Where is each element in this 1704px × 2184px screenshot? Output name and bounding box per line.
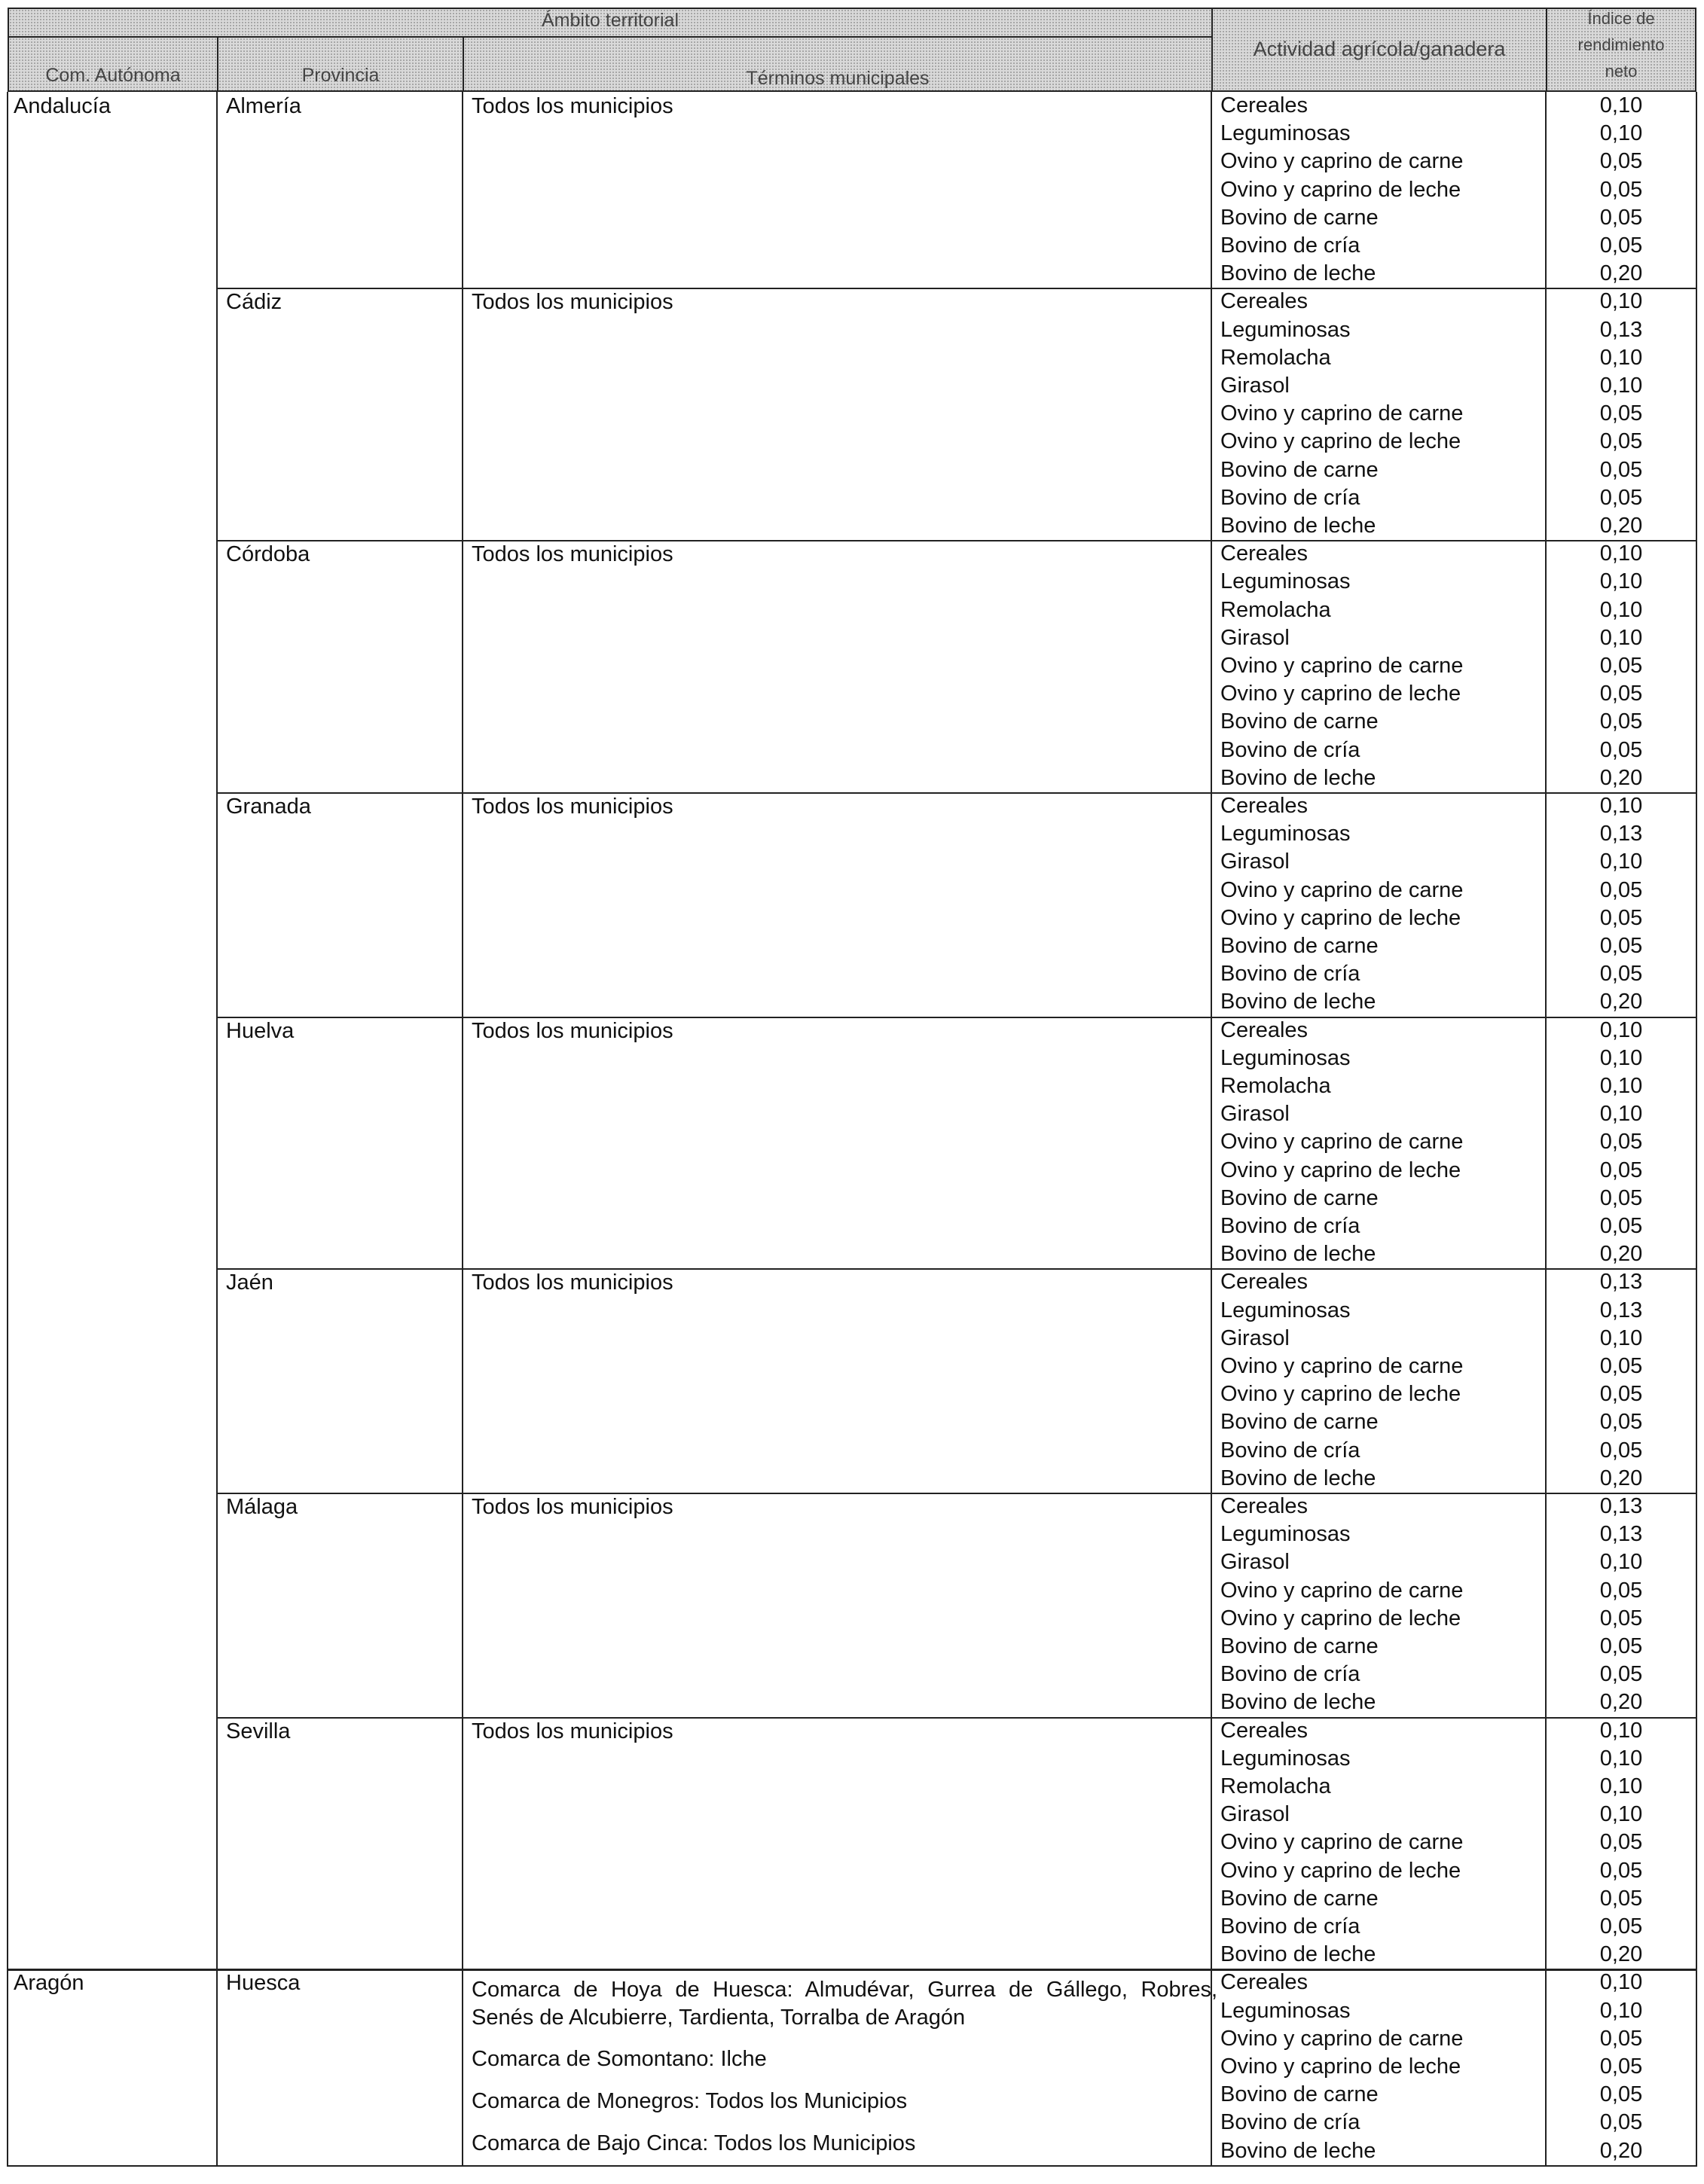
provincia-name: Sevilla [226,1719,291,1743]
actividad-item: Ovino y caprino de carne [1220,401,1464,426]
actividad-item: Ovino y caprino de leche [1220,429,1461,454]
indice-value: 0,05 [1599,485,1643,510]
actividad-item: Cereales [1220,1270,1309,1295]
column-rule [462,92,463,2167]
actividad-item: Ovino y caprino de leche [1220,2054,1461,2079]
actividad-item: Bovino de leche [1220,1942,1376,1967]
actividad-item: Bovino de cría [1220,962,1360,987]
actividad-item: Cereales [1220,1017,1309,1042]
actividad-item: Ovino y caprino de leche [1220,1382,1461,1407]
actividad-item: Girasol [1220,1102,1290,1127]
table-bottom-border [8,2165,1696,2167]
indice-value: 0,13 [1599,1298,1643,1322]
header-provincia-label: Provincia [301,65,380,86]
indice-value: 0,10 [1599,93,1643,117]
actividad-item: Ovino y caprino de carne [1220,654,1464,678]
indice-value: 0,05 [1599,962,1643,987]
indice-value: 0,20 [1599,2138,1643,2163]
indice-value: 0,10 [1599,569,1643,594]
indice-value: 0,10 [1599,1045,1643,1070]
indice-value: 0,05 [1599,1858,1643,1883]
actividad-item: Bovino de cría [1220,1438,1360,1463]
province-divider [217,1717,1696,1719]
indice-value: 0,10 [1599,794,1643,818]
indice-value: 0,05 [1599,1158,1643,1182]
indice-value: 0,20 [1599,765,1643,790]
header-terminos-label: Términos municipales [746,68,930,89]
indice-value: 0,05 [1599,2110,1643,2135]
actividad-item: Bovino de carne [1220,2082,1379,2107]
actividad-item: Bovino de leche [1220,2138,1376,2163]
indice-value: 0,05 [1599,709,1643,734]
com-autonoma-name: Aragón [14,1971,84,1996]
actividad-item: Bovino de leche [1220,765,1376,790]
terminos-municipales: Todos los municipios [472,94,673,118]
province-divider [217,288,1696,289]
actividad-item: Leguminosas [1220,1746,1351,1771]
indice-value: 0,05 [1599,1830,1643,1855]
actividad-item: Ovino y caprino de leche [1220,682,1461,706]
indice-value: 0,10 [1599,1718,1643,1743]
actividad-item: Leguminosas [1220,121,1351,146]
indice-value: 0,20 [1599,1690,1643,1715]
column-rule [1211,92,1212,2167]
indice-value: 0,05 [1599,1185,1643,1210]
indice-value: 0,20 [1599,1466,1643,1490]
provincia-name: Córdoba [226,542,310,567]
header-ambito-label: Ámbito territorial [542,10,679,31]
indice-value: 0,10 [1599,597,1643,622]
indice-value: 0,05 [1599,2026,1643,2051]
actividad-item: Bovino de carne [1220,1634,1379,1658]
actividad-item: Bovino de cría [1220,485,1360,510]
actividad-item: Leguminosas [1220,317,1351,342]
comarca-entry: Comarca de Somontano: Ilche [472,2047,767,2072]
actividad-item: Bovino de leche [1220,1242,1376,1267]
column-rule [1545,92,1547,2167]
indice-value: 0,10 [1599,850,1643,874]
actividad-item: Bovino de cría [1220,737,1360,762]
indice-value: 0,20 [1599,990,1643,1014]
indice-value: 0,05 [1599,1662,1643,1687]
province-divider [217,1493,1696,1494]
actividad-item: Bovino de leche [1220,514,1376,538]
indice-value: 0,10 [1599,1017,1643,1042]
actividad-item: Bovino de leche [1220,1690,1376,1715]
actividad-item: Ovino y caprino de carne [1220,1354,1464,1378]
indice-value: 0,05 [1599,654,1643,678]
indice-value: 0,05 [1599,934,1643,958]
terminos-municipales: Todos los municipios [472,795,673,819]
indice-value: 0,05 [1599,737,1643,762]
indice-value: 0,10 [1599,1325,1643,1350]
terminos-municipales: Todos los municipios [472,542,673,567]
actividad-item: Leguminosas [1220,1045,1351,1070]
indice-value: 0,05 [1599,877,1643,902]
provincia-name: Huesca [226,1971,301,1996]
indice-value: 0,05 [1599,2054,1643,2079]
provincia-name: Málaga [226,1495,298,1519]
actividad-item: Remolacha [1220,597,1331,622]
actividad-item: Girasol [1220,374,1290,398]
actividad-item: Leguminosas [1220,1522,1351,1547]
actividad-item: Bovino de leche [1220,990,1376,1014]
indice-value: 0,05 [1599,682,1643,706]
actividad-item: Ovino y caprino de leche [1220,1606,1461,1630]
indice-value: 0,05 [1599,1606,1643,1630]
header-indice-label-3: neto [1605,62,1638,81]
actividad-item: Leguminosas [1220,1998,1351,2023]
indice-value: 0,10 [1599,1746,1643,1771]
actividad-item: Ovino y caprino de carne [1220,1830,1464,1855]
provincia-name: Almería [226,94,301,118]
actividad-item: Ovino y caprino de carne [1220,2026,1464,2051]
actividad-item: Bovino de carne [1220,934,1379,958]
actividad-item: Bovino de cría [1220,2110,1360,2135]
indice-value: 0,10 [1599,1550,1643,1575]
actividad-item: Cereales [1220,1970,1309,1995]
indice-value: 0,05 [1599,1382,1643,1407]
column-rule [7,92,8,2167]
province-divider [217,1268,1696,1270]
comarca-entry: Comarca de Bajo Cinca: Todos los Municipios [472,2131,916,2156]
actividad-item: Bovino de carne [1220,205,1379,230]
indice-value: 0,20 [1599,261,1643,286]
header-indice-label-2: rendimiento [1577,35,1665,54]
indice-value: 0,05 [1599,177,1643,202]
indice-value: 0,10 [1599,289,1643,314]
actividad-item: Remolacha [1220,345,1331,370]
actividad-item: Ovino y caprino de carne [1220,1130,1464,1155]
column-rule [216,92,218,2167]
actividad-item: Cereales [1220,1718,1309,1743]
actividad-item: Cereales [1220,289,1309,314]
indice-value: 0,13 [1599,822,1643,846]
indice-value: 0,05 [1599,1130,1643,1155]
actividad-item: Ovino y caprino de leche [1220,177,1461,202]
indice-value: 0,13 [1599,1522,1643,1547]
actividad-item: Bovino de carne [1220,457,1379,482]
indice-value: 0,10 [1599,541,1643,566]
actividad-item: Bovino de leche [1220,1466,1376,1490]
actividad-item: Leguminosas [1220,569,1351,594]
actividad-item: Girasol [1220,1325,1290,1350]
actividad-item: Bovino de cría [1220,1662,1360,1687]
terminos-municipales: Todos los municipios [472,1495,673,1519]
indice-value: 0,05 [1599,205,1643,230]
provincia-name: Cádiz [226,290,282,315]
indice-value: 0,05 [1599,149,1643,174]
actividad-item: Leguminosas [1220,1298,1351,1322]
actividad-item: Girasol [1220,850,1290,874]
provincia-name: Huelva [226,1018,295,1043]
indice-value: 0,10 [1599,374,1643,398]
indice-value: 0,10 [1599,1802,1643,1827]
indice-value: 0,10 [1599,1774,1643,1798]
actividad-item: Girasol [1220,625,1290,650]
actividad-item: Ovino y caprino de leche [1220,1858,1461,1883]
actividad-item: Girasol [1220,1550,1290,1575]
com-autonoma-name: Andalucía [14,94,111,118]
actividad-item: Remolacha [1220,1074,1331,1098]
actividad-item: Ovino y caprino de leche [1220,905,1461,930]
indice-value: 0,05 [1599,1914,1643,1938]
actividad-item: Cereales [1220,93,1309,117]
actividad-item: Ovino y caprino de carne [1220,149,1464,174]
terminos-municipales: Todos los municipios [472,1270,673,1295]
indice-value: 0,05 [1599,1410,1643,1435]
indice-value: 0,10 [1599,1074,1643,1098]
actividad-item: Bovino de carne [1220,1410,1379,1435]
province-divider [217,540,1696,541]
terminos-municipales: Todos los municipios [472,290,673,315]
indice-value: 0,05 [1599,457,1643,482]
indice-value: 0,10 [1599,625,1643,650]
actividad-item: Bovino de leche [1220,261,1376,286]
actividad-item: Ovino y caprino de carne [1220,1578,1464,1603]
actividad-item: Ovino y caprino de carne [1220,877,1464,902]
provincia-name: Jaén [226,1270,273,1295]
actividad-item: Bovino de carne [1220,709,1379,734]
actividad-item: Cereales [1220,794,1309,818]
indice-value: 0,05 [1599,429,1643,454]
indice-value: 0,13 [1599,1494,1643,1518]
indice-value: 0,20 [1599,514,1643,538]
indice-value: 0,05 [1599,2082,1643,2107]
indice-value: 0,10 [1599,1102,1643,1127]
header-actividad-label: Actividad agrícola/ganadera [1253,38,1506,60]
indice-value: 0,05 [1599,1214,1643,1238]
provincia-name: Granada [226,795,311,819]
header-indice-label-1: Índice de [1587,9,1655,28]
actividad-item: Bovino de carne [1220,1185,1379,1210]
actividad-item: Bovino de cría [1220,1214,1360,1238]
indice-value: 0,05 [1599,1438,1643,1463]
indice-value: 0,13 [1599,1270,1643,1295]
indice-value: 0,05 [1599,905,1643,930]
actividad-item: Leguminosas [1220,822,1351,846]
indice-value: 0,05 [1599,1354,1643,1378]
indice-value: 0,20 [1599,1942,1643,1967]
indice-value: 0,05 [1599,233,1643,258]
actividad-item: Bovino de cría [1220,233,1360,258]
indice-value: 0,13 [1599,317,1643,342]
actividad-item: Cereales [1220,1494,1309,1518]
actividad-item: Bovino de cría [1220,1914,1360,1938]
indice-value: 0,10 [1599,121,1643,146]
indice-value: 0,05 [1599,401,1643,426]
indice-value: 0,10 [1599,1998,1643,2023]
actividad-item: Cereales [1220,541,1309,566]
terminos-municipales: Todos los municipios [472,1018,673,1043]
province-divider [217,1017,1696,1018]
actividad-item: Remolacha [1220,1774,1331,1798]
actividad-item: Bovino de carne [1220,1886,1379,1911]
actividad-item: Ovino y caprino de leche [1220,1158,1461,1182]
actividad-item: Girasol [1220,1802,1290,1827]
indice-value: 0,05 [1599,1634,1643,1658]
indice-value: 0,10 [1599,1970,1643,1995]
comarca-entry: Comarca de Monegros: Todos los Municipios [472,2089,908,2114]
indice-value: 0,20 [1599,1242,1643,1267]
indice-value: 0,10 [1599,345,1643,370]
province-divider [217,792,1696,794]
comarca-entry: Comarca de Hoya de Huesca: Almudévar, Gurrea de Gállego, Robres, Senés de Alcubierre, Tardienta, Torralba de Aragón [472,1978,1217,2030]
indice-value: 0,05 [1599,1578,1643,1603]
indice-value: 0,05 [1599,1886,1643,1911]
column-rule [1696,92,1697,2167]
header-com-autonoma-label: Com. Autónoma [45,65,181,86]
terminos-municipales: Todos los municipios [472,1719,673,1743]
